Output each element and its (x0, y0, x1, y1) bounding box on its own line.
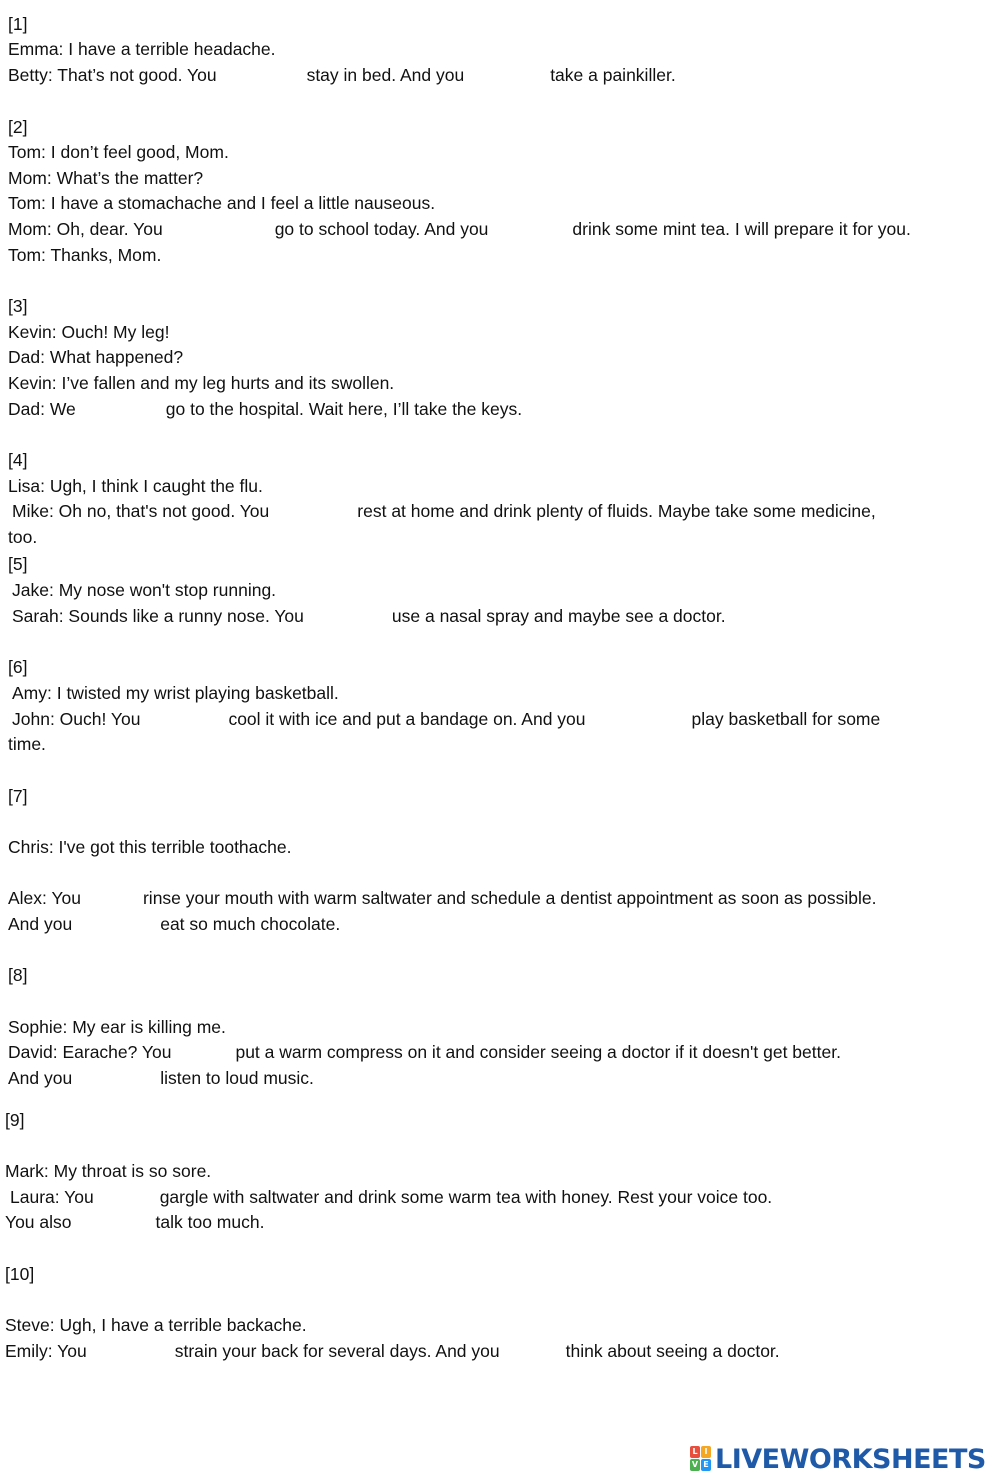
line-segment: And you (8, 1068, 73, 1088)
dialogue-9-line (10, 1186, 772, 1208)
line-segment: Mom: Oh, dear. You (8, 219, 163, 239)
line-segment: take a painkiller. (550, 65, 676, 85)
line-segment: And you (8, 914, 73, 934)
dialogue-4-line: Lisa: Ugh, I think I caught the flu. (8, 476, 263, 496)
dialogue-10-line (5, 1340, 780, 1362)
dialogue-2-line: Tom: I don’t feel good, Mom. (8, 142, 229, 162)
line-segment: eat so much chocolate. (160, 914, 341, 934)
logo-tile: L (690, 1446, 700, 1458)
line-segment: listen to loud music. (160, 1068, 314, 1088)
dialogue-6-line: Amy: I twisted my wrist playing basketball. (12, 683, 339, 703)
dialogue-1-line (8, 64, 676, 86)
line-segment: think about seeing a doctor. (565, 1341, 780, 1361)
liveworksheets-logo (690, 1442, 986, 1476)
line-segment: put a warm compress on it and consider seeing a doctor if it doesn't get better. (235, 1042, 841, 1062)
dialogue-3-line: Kevin: I’ve fallen and my leg hurts and its swollen. (8, 373, 395, 393)
dialogue-6-line (12, 708, 880, 730)
dialogue-7-number: [7] (8, 786, 28, 806)
line-segment: go to the hospital. Wait here, I’ll take the keys. (165, 399, 523, 419)
dialogue-2-line: Mom: What’s the matter? (8, 168, 204, 188)
dialogue-8-line (8, 1067, 314, 1089)
dialogue-2-line (8, 218, 911, 240)
dialogue-2-line: Tom: I have a stomachache and I feel a little nauseous. (8, 193, 436, 213)
dialogue-10-line: Steve: Ugh, I have a terrible backache. (5, 1315, 307, 1335)
dialogue-3-line: Kevin: Ouch! My leg! (8, 322, 170, 342)
dialogue-1-number: [1] (8, 14, 28, 34)
dialogue-8-line (8, 1041, 841, 1063)
dialogue-4-line: too. (8, 527, 38, 547)
logo-wordmark: LIVEWORKSHEETS (715, 1443, 986, 1475)
dialogue-9-number: [9] (5, 1110, 25, 1130)
dialogue-8-number: [8] (8, 965, 28, 985)
line-segment: talk too much. (155, 1212, 265, 1232)
dialogue-5-number: [5] (8, 554, 28, 574)
line-segment: go to school today. And you (274, 219, 489, 239)
line-segment: David: Earache? You (8, 1042, 172, 1062)
dialogue-9-line: Mark: My throat is so sore. (5, 1161, 212, 1181)
line-segment: Dad: We (8, 399, 76, 419)
dialogue-2-number: [2] (8, 117, 28, 137)
line-segment: John: Ouch! You (12, 709, 141, 729)
dialogue-3-line (8, 398, 522, 420)
dialogue-3-number: [3] (8, 296, 28, 316)
dialogue-5-line: Jake: My nose won't stop running. (12, 580, 277, 600)
line-segment: Emily: You (5, 1341, 87, 1361)
dialogue-4-line (12, 500, 876, 522)
dialogue-6-line: time. (8, 734, 46, 754)
line-segment: cool it with ice and put a bandage on. And you (228, 709, 586, 729)
line-segment: rest at home and drink plenty of fluids. Maybe take some medicine, (357, 501, 876, 521)
line-segment: Mike: Oh no, that's not good. You (12, 501, 270, 521)
line-segment: Alex: You (8, 888, 81, 908)
dialogue-2-line: Tom: Thanks, Mom. (8, 245, 162, 265)
dialogue-7-line (8, 913, 340, 935)
line-segment: Laura: You (10, 1187, 94, 1207)
logo-tile: E (701, 1459, 711, 1471)
liveworksheets-logo-icon (690, 1446, 712, 1472)
dialogue-4-number: [4] (8, 450, 28, 470)
line-segment: Sarah: Sounds like a runny nose. You (12, 606, 304, 626)
logo-tile: I (701, 1446, 711, 1458)
dialogue-1-line: Emma: I have a terrible headache. (8, 39, 276, 59)
line-segment: You also (5, 1212, 72, 1232)
dialogue-3-line: Dad: What happened? (8, 347, 184, 367)
line-segment: rinse your mouth with warm saltwater and schedule a dentist appointment as soon as possible. (142, 888, 877, 908)
dialogue-8-line: Sophie: My ear is killing me. (8, 1017, 226, 1037)
dialogue-7-line: Chris: I've got this terrible toothache. (8, 837, 292, 857)
logo-tile: V (691, 1460, 699, 1469)
dialogue-9-line (5, 1211, 264, 1233)
dialogue-10-number: [10] (5, 1264, 35, 1284)
line-segment: drink some mint tea. I will prepare it for you. (572, 219, 911, 239)
dialogue-6-number: [6] (8, 657, 28, 677)
line-segment: gargle with saltwater and drink some warm tea with honey. Rest your voice too. (159, 1187, 773, 1207)
line-segment: play basketball for some (691, 709, 881, 729)
dialogue-5-line (12, 605, 726, 627)
line-segment: Betty: That’s not good. You (8, 65, 217, 85)
line-segment: use a nasal spray and maybe see a doctor. (391, 606, 726, 626)
dialogue-7-line (8, 887, 876, 909)
line-segment: stay in bed. And you (306, 65, 465, 85)
line-segment: strain your back for several days. And you (174, 1341, 500, 1361)
